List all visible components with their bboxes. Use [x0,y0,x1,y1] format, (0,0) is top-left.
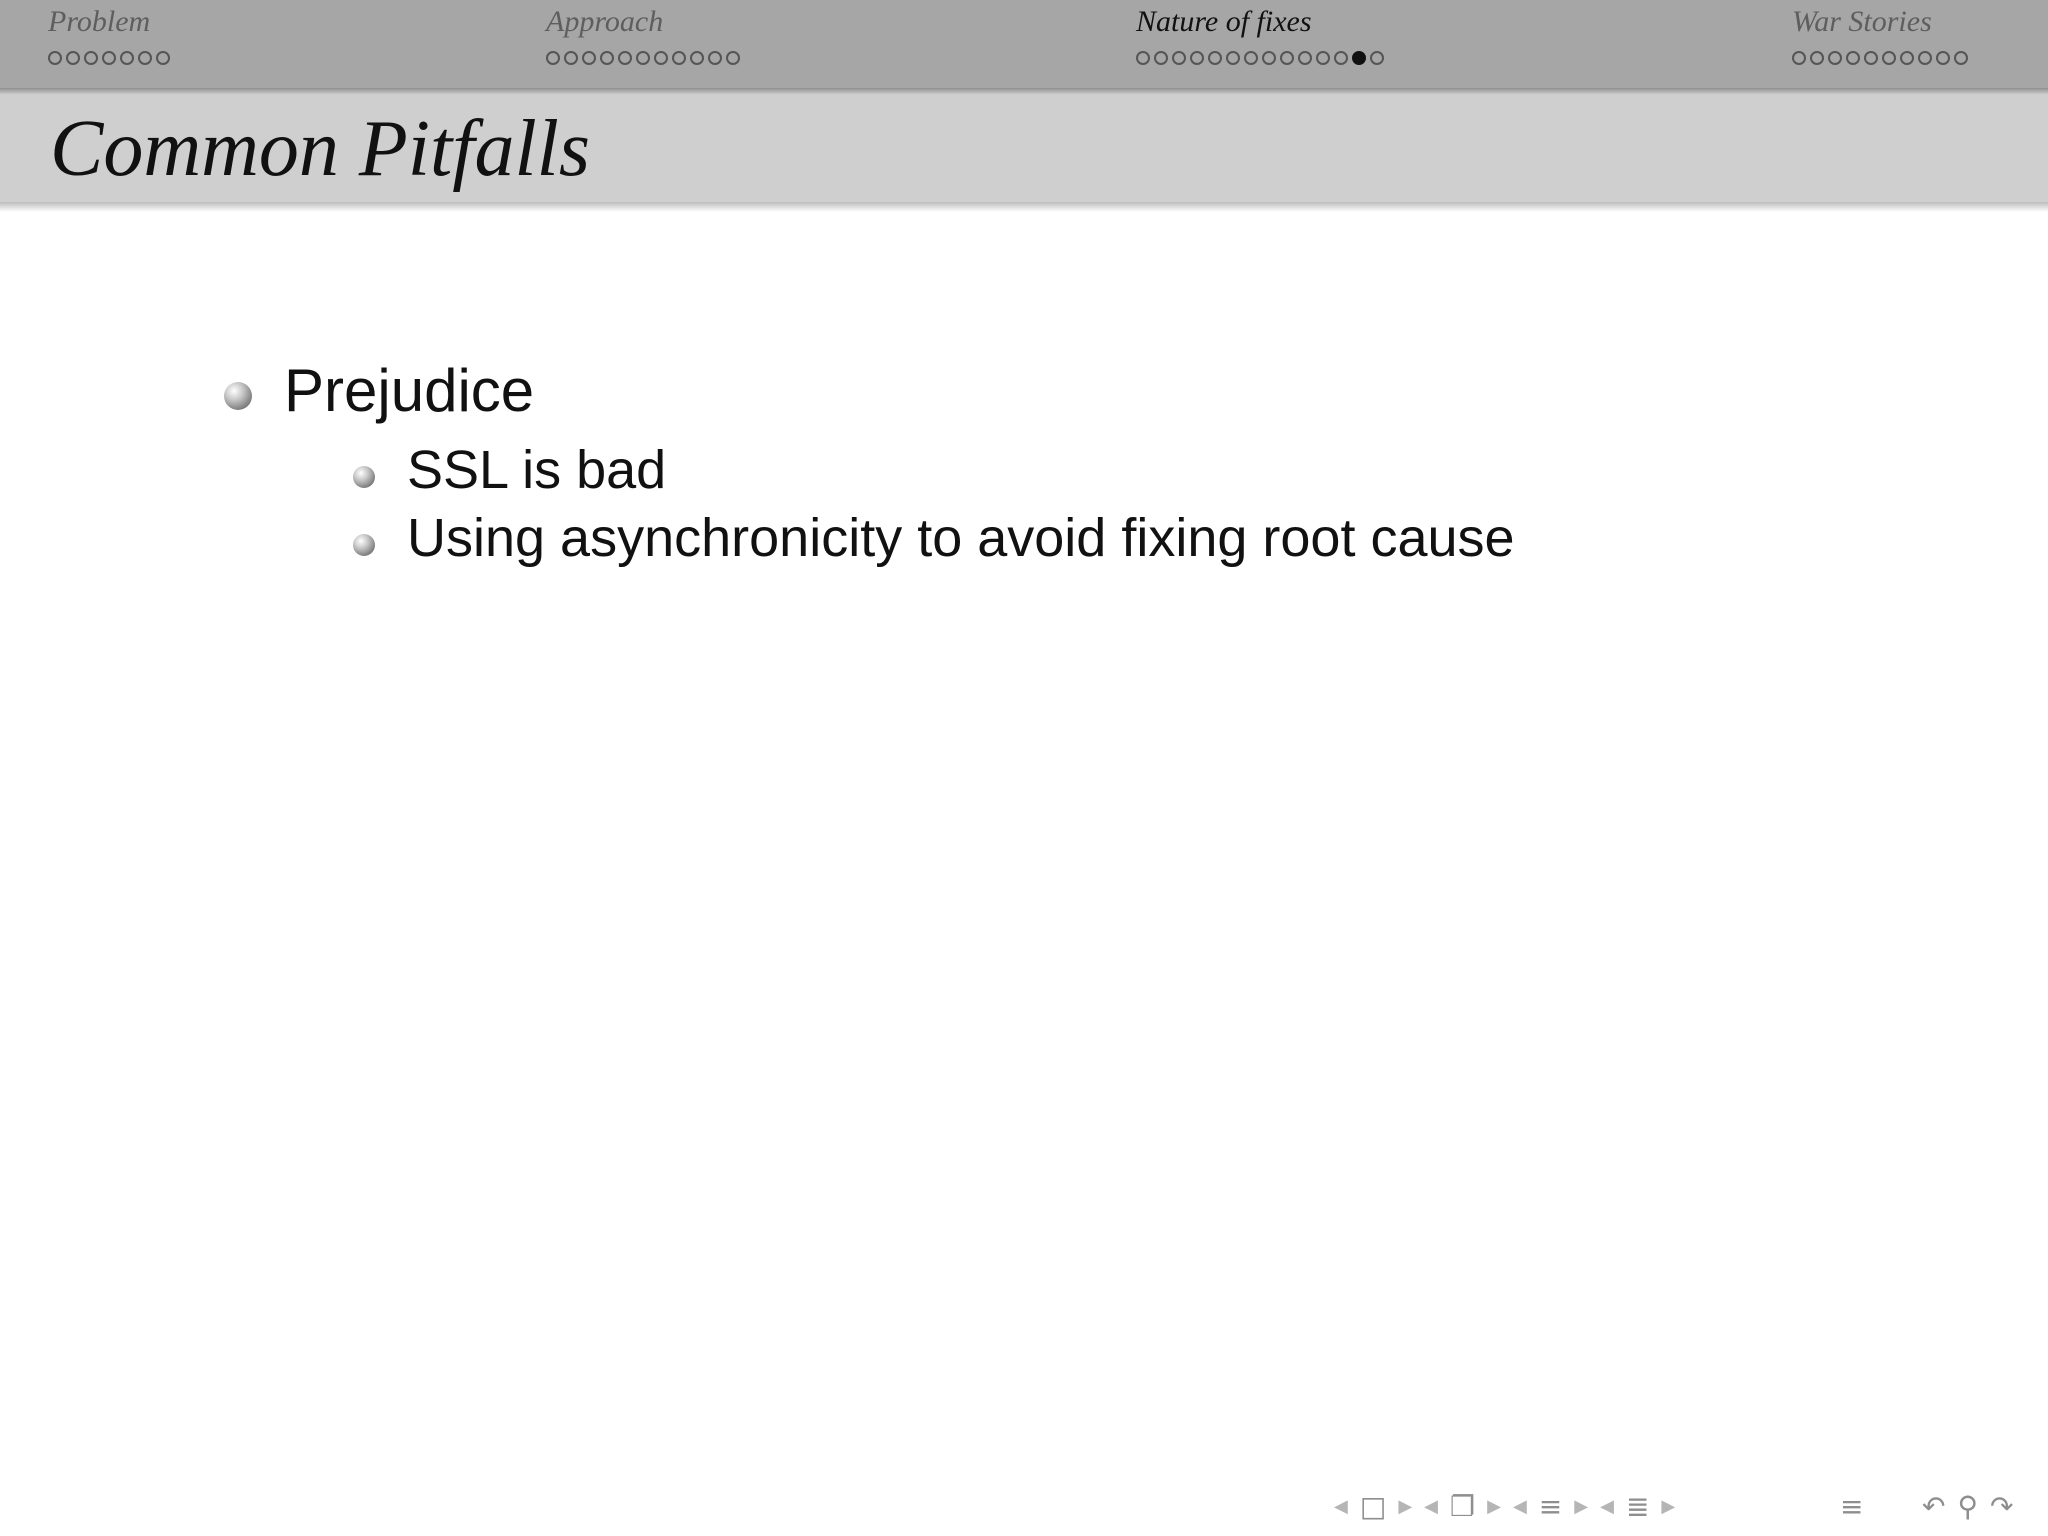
section-dots [1792,51,1968,65]
frame-next-icon[interactable]: ▶ [1487,1495,1501,1517]
frame-dot[interactable] [1900,51,1914,65]
frame-dot[interactable] [654,51,668,65]
section-next-icon[interactable]: ▶ [1661,1495,1676,1517]
section-nature-of-fixes[interactable] [1136,4,1384,65]
toc-icon[interactable]: ≡ [1840,1489,1864,1523]
list-item: Prejudice [284,357,535,424]
frame-title-bar [0,94,2048,202]
frame-dot[interactable] [618,51,632,65]
frame-dot[interactable] [1298,51,1312,65]
frame-dot[interactable] [708,51,722,65]
frame-dot[interactable] [1936,51,1950,65]
frame-dot[interactable] [1262,51,1276,65]
navigation-bar [1334,1490,1675,1522]
frame-dot[interactable] [1226,51,1240,65]
frame-dot[interactable] [1244,51,1258,65]
forward-icon[interactable]: ↷ [1989,1489,2014,1523]
bullet-icon [353,466,375,488]
section-dots [546,51,740,65]
frame-dot[interactable] [84,51,98,65]
subsection-next-icon[interactable]: ▶ [1574,1495,1589,1517]
bullet-icon [224,382,252,410]
section-icon[interactable]: ≣ [1625,1489,1650,1523]
headline-navigation [0,0,2048,88]
frame-dot[interactable] [636,51,650,65]
frame-dot[interactable] [138,51,152,65]
section-war-stories[interactable] [1792,4,1968,65]
section-problem[interactable] [48,4,170,65]
bullet-icon [353,534,375,556]
back-icon[interactable]: ↶ [1922,1489,1946,1523]
frame-prev-icon[interactable]: ◀ [1424,1495,1438,1517]
frame-dot[interactable] [102,51,116,65]
frame-dot-current[interactable] [1352,51,1366,65]
navigation-search-group [1922,1490,2013,1522]
frame-dot[interactable] [1172,51,1186,65]
frame-dot[interactable] [1864,51,1878,65]
frame-dot[interactable] [156,51,170,65]
frame-dot[interactable] [1154,51,1168,65]
frame-dot[interactable] [120,51,134,65]
frame-dot[interactable] [1846,51,1860,65]
section-name[interactable]: Approach [546,5,664,38]
frame-dot[interactable] [1954,51,1968,65]
navigation-bar-right [1840,1490,1863,1522]
frame-dot[interactable] [1136,51,1150,65]
frame-dot[interactable] [726,51,740,65]
section-dots [48,51,170,65]
search-icon[interactable]: ⚲ [1957,1489,1978,1523]
frame-dot[interactable] [546,51,560,65]
section-prev-icon[interactable]: ◀ [1600,1495,1614,1517]
frame-dot[interactable] [600,51,614,65]
slide-prev-icon[interactable]: ◀ [1334,1495,1348,1517]
frame-dot[interactable] [48,51,62,65]
frame-dot[interactable] [1882,51,1896,65]
slide-next-icon[interactable]: ▶ [1398,1495,1413,1517]
frame-dot[interactable] [690,51,704,65]
frame-dot[interactable] [1828,51,1842,65]
frame-dot[interactable] [1918,51,1932,65]
frame-dot[interactable] [1334,51,1348,65]
section-name[interactable]: Nature of fixes [1136,5,1312,38]
section-name[interactable]: Problem [48,5,151,38]
frame-dot[interactable] [1792,51,1806,65]
section-approach[interactable] [546,4,740,65]
frame-dot[interactable] [1190,51,1204,65]
frame-dot[interactable] [564,51,578,65]
frame-dot[interactable] [1280,51,1294,65]
list-item: SSL is bad [407,440,667,500]
frame-dot[interactable] [1208,51,1222,65]
frame-icon[interactable]: ❐ [1450,1489,1476,1523]
frame-dot[interactable] [672,51,686,65]
section-name[interactable]: War Stories [1792,5,1932,38]
frame-dot[interactable] [1316,51,1330,65]
frame-dot[interactable] [582,51,596,65]
list-item: Using asynchronicity to avoid fixing root cause [407,508,1515,568]
frame-title: Common Pitfalls [50,105,591,193]
section-dots [1136,51,1384,65]
subsection-prev-icon[interactable]: ◀ [1512,1495,1527,1517]
slide-icon[interactable]: □ [1359,1489,1387,1523]
frame-dot[interactable] [1370,51,1384,65]
subsection-icon[interactable]: ≡ [1538,1489,1563,1523]
frame-dot[interactable] [1810,51,1824,65]
frame-dot[interactable] [66,51,80,65]
